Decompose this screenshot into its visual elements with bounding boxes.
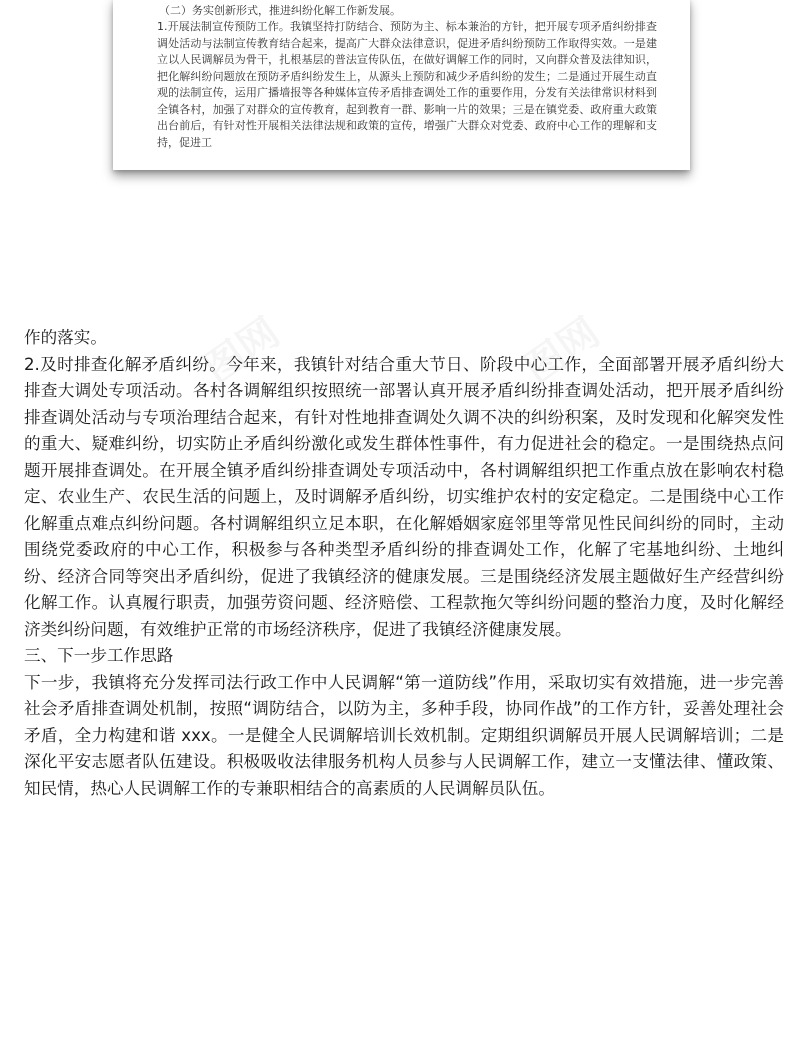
document-body	[24, 325, 784, 802]
paragraph-2: 2.及时排查化解矛盾纠纷。今年来，我镇针对结合重大节日、阶段中心工作，全面部署开展矛盾纠纷大排查大调处专项活动。各村各调解组织按照统一部署认真开展矛盾纠纷排查调处活动，把开展矛盾纠纷排查调处活动与专项治理结合起来，有针对性地排查调处久调不决的纠纷积案，及时发现和化解突发性的重大、疑难纠纷，切实防止矛盾纠纷激化或发生群体性事件，有力促进社会的稳定。一是围绕热点问题开展排查调处。在开展全镇矛盾纠纷排查调处专项活动中，各村调解组织把工作重点放在影响农村稳定、农业生产、农民生活的问题上，及时调解矛盾纠纷，切实维护农村的安定稳定。二是围绕中心工作化解重点难点纠纷问题。各村调解组织立足本职，在化解婚姻家庭邻里等常见性民间纠纷的同时，主动围绕党委政府的中心工作，积极参与各种类型矛盾纠纷的排查调处工作，化解了宅基地纠纷、土地纠纷、经济合同等突出矛盾纠纷，促进了我镇经济的健康发展。三是围绕经济发展主题做好生产经营纠纷化解工作。认真履行职责，加强劳资问题、经济赔偿、工程款拖欠等纠纷问题的整治力度，及时化解经济类纠纷问题，有效维护正常的市场经济秩序，促进了我镇经济健康发展。	[24, 354, 784, 639]
preview-paragraph: 1.开展法制宣传预防工作。我镇坚持打防结合、预防为主、标本兼治的方针，把开展专项矛盾纠纷排查调处活动与法制宣传教育结合起来，提高广大群众法律意识，促进矛盾纠纷预防工作取得实效。一是建立以人民调解员为骨干，扎根基层的普法宣传队伍，在做好调解工作的同时，又向群众普及法律知识，把化解纠纷问题放在预防矛盾纠纷发生上，从源头上预防和减少矛盾纠纷的发生；二是通过开展生动直观的法制宣传，运用广播墙报等各种媒体宣传矛盾排查调处工作的重要作用，分发有关法律常识材料到全镇各村，加强了对群众的宣传教育，起到教育一群、影响一片的效果；三是在镇党委、政府重大政策出台前后，有针对性开展相关法律法规和政策的宣传，增强广大群众对党委、政府中心工作的理解和支持，促进工	[157, 20, 657, 149]
paragraph-3: 下一步，我镇将充分发挥司法行政工作中人民调解“第一道防线”作用，采取切实有效措施，进一步完善社会矛盾排查调处机制，按照“调防结合，以防为主，多种手段，协同作战”的工作方针，妥善处理社会矛盾，全力构建和谐 xxx。一是健全人民调解培训长效机制。定期组织调解员开展人民调解培训；二是深化平安志愿者队伍建设。积极吸收法律服务机构人员参与人民调解工作，建立一支懂法律、懂政策、知民情，热心人民调解工作的专兼职相结合的高素质的人民调解员队伍。	[24, 672, 784, 798]
preview-section-heading: （二）务实创新形式，推进纠纷化解工作新发展。	[159, 3, 401, 17]
document-preview-card	[113, 0, 690, 170]
document-preview-content	[157, 0, 657, 151]
watermark: 图网	[516, 309, 608, 394]
section-heading-3: 三、下一步工作思路	[24, 646, 174, 665]
continued-line: 作的落实。	[24, 328, 107, 347]
watermark: 图网	[196, 309, 288, 394]
